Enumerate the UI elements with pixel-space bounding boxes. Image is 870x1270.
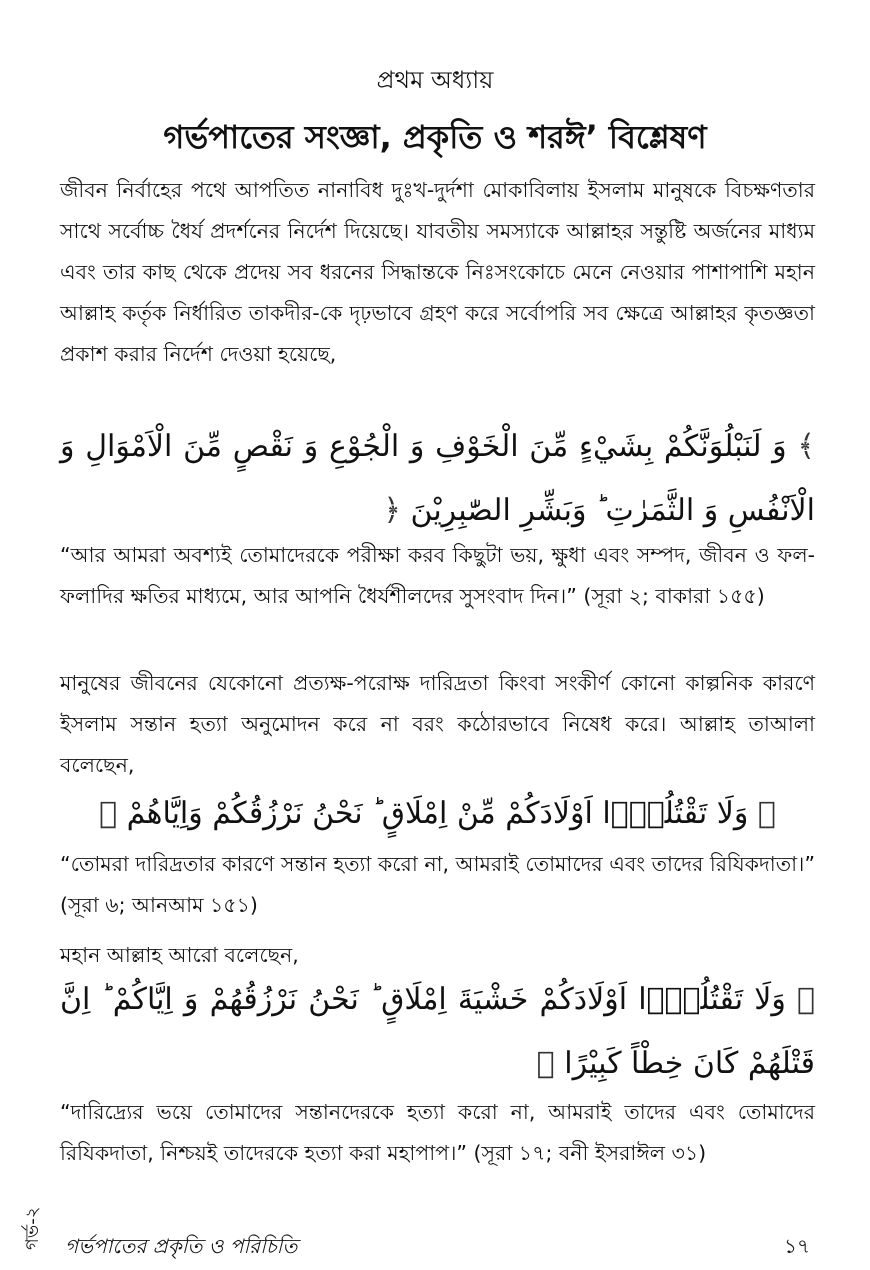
ornate-bracket-close: ﴿	[99, 796, 118, 831]
page-number: ১৭	[784, 1234, 810, 1258]
third-paragraph: মহান আল্লাহ আরো বলেছেন,	[60, 943, 299, 967]
ornate-bracket-open: ﴾	[797, 429, 815, 464]
ornate-bracket-close: ﴿	[383, 493, 401, 528]
intro-paragraph: জীবন নির্বাহের পথে আপতিত নানাবিধ দুঃখ-দুর্দশা মোকাবিলায় ইসলাম মানুষকে বিচক্ষণতার সাথে সর্বোচ্চ ধৈর্য প্রদর্শনের নির্দেশ দিয়েছে। যাবতীয় সমস্যাকে আল্লাহর সন্তুষ্টি অর্জনের মাধ্যম এবং তার কাছ থেকে প্রদেয় সব ধরনের সিদ্ধান্তকে নিঃসংকোচে মেনে নেওয়ার পাশাপাশি মহান আল্লাহ কর্তৃক নির্ধারিত তাকদীর-কে দৃঢ়ভাবে গ্রহণ করে সর্বোপরি সব ক্ষেত্রে আল্লাহর কৃতজ্ঞতা প্রকাশ করার নির্দেশ দেওয়া হয়েছে,	[60, 178, 815, 366]
quran-verse-isra	[60, 968, 815, 1096]
quran-verse-anam	[60, 782, 815, 846]
arabic-verse-text: وَ لَنَبْلُوَنَّكُمْ بِشَيْءٍ مِّنَ الْخَوْفِ وَ الْجُوْعِ وَ نَقْصٍ مِّنَ الْاَمْوَالِ وَ الْاَنْفُسِ وَ الثَّمَرٰتِ ؕ وَبَشِّرِ الصّٰبِرِيْنَ	[60, 429, 815, 528]
running-footer-title: গর্ভপাতের প্রকৃতি ও পরিচিতি	[65, 1234, 298, 1258]
ornate-bracket-open: ﴾	[757, 796, 776, 831]
translation-baqara: “আর আমরা অবশ্যই তোমাদেরকে পরীক্ষা করব কিছুটা ভয়, ক্ষুধা এবং সম্পদ, জীবন ও ফল-ফলাদির ক্ষতির মাধ্যমে, আর আপনি ধৈর্যশীলদের সুসংবাদ দিন।” (সূরা ২; বাকারা ১৫৫)	[60, 543, 815, 608]
ornate-bracket-close: ﴿	[536, 1046, 555, 1081]
quran-verse-baqara	[60, 415, 815, 543]
chapter-title: গর্ভপাতের সংজ্ঞা, প্রকৃতি ও শরঈ’ বিশ্লেষণ	[163, 118, 707, 156]
translation-isra: “দারিদ্র্যের ভয়ে তোমাদের সন্তানদেরকে হত্যা করো না, আমরাই তাদের এবং তোমাদের রিযিকদাতা, নিশ্চয়ই তাদেরকে হত্যা করা মহাপাপ।” (সূরা ১৭; বনী ইসরাঈল ৩১)	[60, 1100, 815, 1165]
signature-mark: গর্ভ-২	[22, 1206, 43, 1250]
arabic-verse-text: وَلَا تَقْتُلُوْۤا اَوْلَادَكُمْ مِّنْ اِمْلَاقٍ ؕ نَحْنُ نَرْزُقُكُمْ وَاِيَّاهُمْ	[126, 796, 749, 831]
ornate-bracket-open: ﴾	[796, 982, 815, 1017]
arabic-verse-text: وَلَا تَقْتُلُوْۤا اَوْلَادَكُمْ خَشْيَةَ اِمْلَاقٍ ؕ نَحْنُ نَرْزُقُهُمْ وَ اِيَّاكُمْ ؕ اِنَّ قَتْلَهُمْ كَانَ خِطْاً كَبِيْرًا	[60, 982, 815, 1081]
translation-anam: “তোমরা দারিদ্রতার কারণে সন্তান হত্যা করো না, আমরাই তোমাদের এবং তাদের রিযিকদাতা।” (সূরা ৬; আনআম ১৫১)	[60, 852, 815, 917]
chapter-label: প্রথম অধ্যায়	[376, 66, 494, 94]
second-paragraph: মানুষের জীবনের যেকোনো প্রত্যক্ষ-পরোক্ষ দারিদ্রতা কিংবা সংকীর্ণ কোনো কাল্পনিক কারণে ইসলাম সন্তান হত্যা অনুমোদন করে না বরং কঠোরভাবে নিষেধ করে। আল্লাহ তাআলা বলেছেন,	[60, 671, 815, 777]
